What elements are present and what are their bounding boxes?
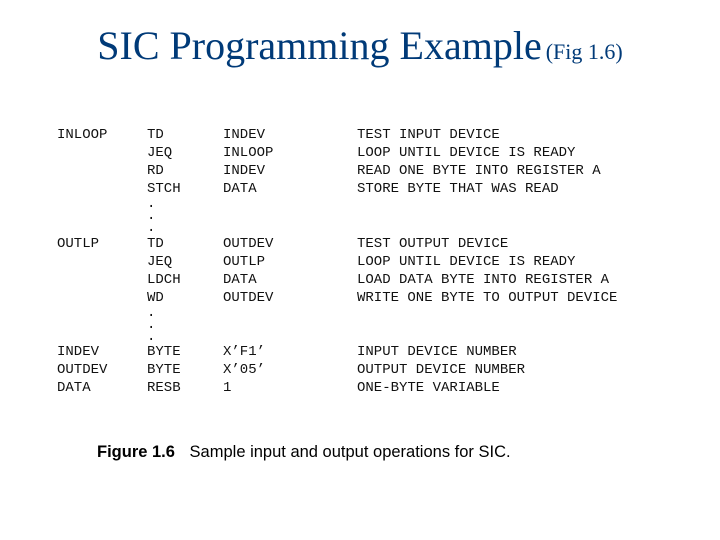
figure-number: Figure 1.6 [97, 443, 175, 461]
comment-cell: STORE BYTE THAT WAS READ [357, 181, 559, 197]
label-cell: INLOOP [57, 127, 108, 143]
label-cell: OUTLP [57, 235, 100, 252]
ellipsis-dot: . [147, 208, 156, 225]
comment-cell: READ ONE BYTE INTO REGISTER A [357, 163, 601, 179]
ellipsis-dot: . [147, 220, 156, 237]
label-cell: OUTDEV [57, 362, 108, 379]
operand-cell: DATA [223, 181, 257, 197]
comment-cell: WRITE ONE BYTE TO OUTPUT DEVICE [357, 289, 618, 306]
opcode-cell: TD [147, 235, 164, 252]
operand-cell: X’F1’ [223, 344, 266, 361]
operand-cell: INDEV [223, 163, 266, 179]
comment-cell: OUTPUT DEVICE NUMBER [357, 362, 526, 379]
slide-title-main: SIC Programming Example [97, 23, 542, 68]
ellipsis-dot: . [147, 304, 156, 321]
opcode-cell: JEQ [147, 145, 173, 161]
operand-cell: X’05’ [223, 362, 266, 379]
opcode-cell: JEQ [147, 253, 173, 270]
comment-cell: INPUT DEVICE NUMBER [357, 344, 517, 361]
opcode-cell: WD [147, 289, 164, 306]
opcode-cell: RESB [147, 380, 181, 397]
operand-cell: DATA [223, 271, 257, 288]
comment-cell: ONE-BYTE VARIABLE [357, 380, 500, 397]
operand-cell: OUTLP [223, 253, 266, 270]
opcode-cell: LDCH [147, 271, 181, 288]
label-cell: INDEV [57, 344, 100, 361]
label-cell: DATA [57, 380, 91, 397]
opcode-cell: TD [147, 127, 164, 143]
comment-cell: TEST INPUT DEVICE [357, 127, 500, 143]
operand-cell: INDEV [223, 127, 266, 143]
operand-cell: 1 [223, 380, 232, 397]
opcode-cell: RD [147, 163, 164, 179]
comment-cell: TEST OUTPUT DEVICE [357, 235, 509, 252]
comment-cell: LOAD DATA BYTE INTO REGISTER A [357, 271, 610, 288]
figure-caption [97, 443, 511, 462]
ellipsis-dot: . [147, 316, 156, 333]
operand-cell: OUTDEV [223, 235, 274, 252]
slide-title [0, 22, 720, 69]
operand-cell: INLOOP [223, 145, 274, 161]
comment-cell: LOOP UNTIL DEVICE IS READY [357, 253, 576, 270]
comment-cell: LOOP UNTIL DEVICE IS READY [357, 145, 576, 161]
opcode-cell: BYTE [147, 344, 181, 361]
operand-cell: OUTDEV [223, 289, 274, 306]
opcode-cell: STCH [147, 181, 181, 197]
ellipsis-dot: . [147, 328, 156, 345]
ellipsis-dot: . [147, 196, 156, 212]
opcode-cell: BYTE [147, 362, 181, 379]
slide-title-subtitle: (Fig 1.6) [545, 39, 623, 64]
figure-caption-text: Sample input and output operations for SIC. [189, 443, 511, 461]
